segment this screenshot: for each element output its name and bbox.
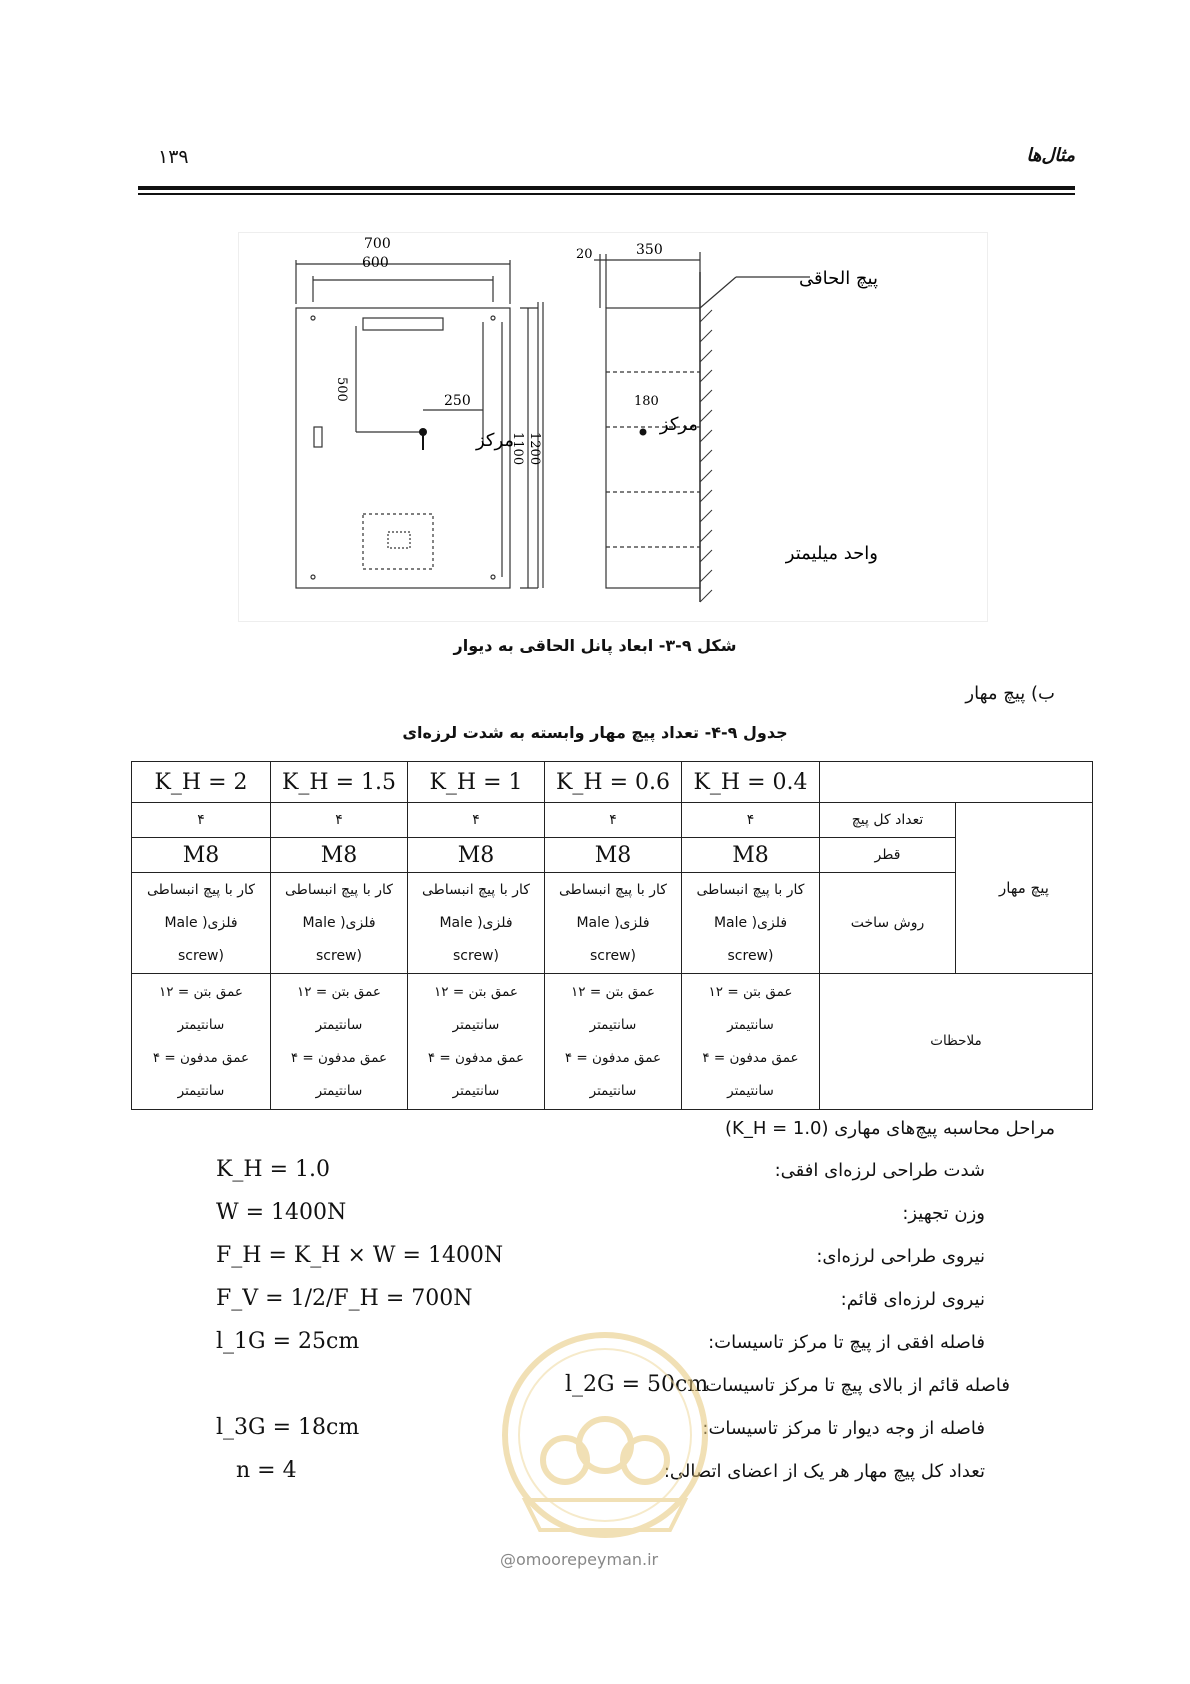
table-row xyxy=(132,803,1093,838)
calc-equation: F_H = K_H × W = 1400N xyxy=(216,1243,504,1268)
header-empty-cell xyxy=(820,762,1093,803)
dim-250: 250 xyxy=(444,393,471,409)
steps-title: مراحل محاسبه پیچ‌های مهاری (K_H = 1.0) xyxy=(724,1118,1055,1139)
kh-header: K_H = 0.4 xyxy=(682,762,820,803)
calc-label: فاصله از وجه دیوار تا مرکز تاسیسات: xyxy=(702,1418,985,1439)
panel-dimension-figure xyxy=(238,232,988,622)
table-cell: ۴ xyxy=(132,803,271,838)
method-cell: کار با پیچ انبساطی فلزی( Male (screw xyxy=(408,873,545,974)
unit-label: واحد میلیمتر xyxy=(785,543,878,564)
method-cell: کار با پیچ انبساطی فلزی( Male (screw xyxy=(682,873,820,974)
chapter-title: مثال‌ها xyxy=(1026,145,1075,166)
table-row xyxy=(132,974,1093,1110)
table-cell: M8 xyxy=(682,838,820,873)
table-row xyxy=(132,838,1093,873)
table-cell: M8 xyxy=(545,838,682,873)
dim-500: 500 xyxy=(334,377,349,402)
calc-label: وزن تجهیز: xyxy=(902,1203,985,1224)
calc-label: شدت طراحی لرزه‌ای افقی: xyxy=(774,1160,985,1181)
notes-cell: عمق بتن = ۱۲ سانتیمتر عمق مدفون = ۴ سانتیمتر xyxy=(545,974,682,1110)
table-cell: M8 xyxy=(408,838,545,873)
dim-20: 20 xyxy=(576,247,593,262)
anchor-bolt-table xyxy=(131,761,1093,1110)
kh-header: K_H = 1 xyxy=(408,762,545,803)
method-cell: کار با پیچ انبساطی فلزی( Male (screw xyxy=(132,873,271,974)
dim-1200: 1200 xyxy=(527,432,542,466)
dim-600: 600 xyxy=(362,255,389,271)
row-label: روش ساخت xyxy=(820,873,956,974)
table-cell: ۴ xyxy=(271,803,408,838)
notes-cell: عمق بتن = ۱۲ سانتیمتر عمق مدفون = ۴ سانتیمتر xyxy=(271,974,408,1110)
dim-180: 180 xyxy=(634,394,659,409)
section-label: ب) پیچ مهار xyxy=(965,683,1055,704)
calc-label: تعداد کل پیچ مهار هر یک از اعضای اتصالی: xyxy=(663,1461,985,1482)
table-header-row xyxy=(132,762,1093,803)
table-cell: M8 xyxy=(271,838,408,873)
calc-equation: n = 4 xyxy=(236,1458,297,1483)
header-rule-thin xyxy=(138,193,1075,195)
row-label: ملاحظات xyxy=(820,974,1093,1110)
table-caption: جدول ۹-۴- تعداد پیچ مهار وابسته به شدت لرزه‌ای xyxy=(402,723,788,742)
watermark-text: @omoorepeyman.ir xyxy=(500,1550,659,1569)
center-label-side: مرکز xyxy=(659,414,698,435)
notes-cell: عمق بتن = ۱۲ سانتیمتر عمق مدفون = ۴ سانتیمتر xyxy=(408,974,545,1110)
notes-cell: عمق بتن = ۱۲ سانتیمتر عمق مدفون = ۴ سانتیمتر xyxy=(682,974,820,1110)
calc-label: فاصله قائم از بالای پیچ تا مرکز تاسیسات xyxy=(705,1375,1010,1396)
calc-label: نیروی طراحی لرزه‌ای: xyxy=(816,1246,985,1267)
figure-caption: شکل ۹-۳- ابعاد پانل الحاقی به دیوار xyxy=(453,636,737,655)
header-rule xyxy=(138,186,1075,190)
calc-label: فاصله افقی از پیچ تا مرکز تاسیسات: xyxy=(708,1332,985,1353)
page-number: ۱۳۹ xyxy=(158,146,189,168)
table-cell: ۴ xyxy=(682,803,820,838)
table-cell: ۴ xyxy=(545,803,682,838)
bolt-label: پیچ الحاقی xyxy=(799,268,878,289)
calc-equation: l_3G = 18cm xyxy=(216,1415,360,1440)
table-cell: M8 xyxy=(132,838,271,873)
watermark-seal-icon xyxy=(485,1325,725,1565)
table-cell: ۴ xyxy=(408,803,545,838)
calc-equation: K_H = 1.0 xyxy=(216,1157,331,1182)
calc-equation: l_2G = 50cm xyxy=(565,1372,709,1397)
watermark-logo xyxy=(485,1325,725,1565)
front-view xyxy=(296,260,543,588)
center-label-front: مرکز xyxy=(476,430,515,451)
dim-1100: 1100 xyxy=(510,432,525,466)
calc-equation: l_1G = 25cm xyxy=(216,1329,360,1354)
row-label: قطر xyxy=(820,838,956,873)
row-label: تعداد کل پیچ xyxy=(820,803,956,838)
notes-cell: عمق بتن = ۱۲ سانتیمتر عمق مدفون = ۴ سانتیمتر xyxy=(132,974,271,1110)
method-cell: کار با پیچ انبساطی فلزی( Male (screw xyxy=(271,873,408,974)
center-dot-side xyxy=(640,429,647,436)
wall-hatch xyxy=(700,310,712,602)
method-cell: کار با پیچ انبساطی فلزی( Male (screw xyxy=(545,873,682,974)
dim-700: 700 xyxy=(364,236,391,252)
side-view xyxy=(594,252,810,602)
panel-drawing xyxy=(238,232,988,622)
dim-350: 350 xyxy=(636,242,663,258)
group-label-cell: پیچ مهار xyxy=(956,803,1093,974)
kh-header: K_H = 1.5 xyxy=(271,762,408,803)
calc-label: نیروی لرزه‌ای قائم: xyxy=(840,1289,985,1310)
kh-header: K_H = 2 xyxy=(132,762,271,803)
calc-equation: F_V = 1/2/F_H = 700N xyxy=(216,1286,473,1311)
calc-equation: W = 1400N xyxy=(216,1200,347,1225)
kh-header: K_H = 0.6 xyxy=(545,762,682,803)
table-row xyxy=(132,873,1093,974)
